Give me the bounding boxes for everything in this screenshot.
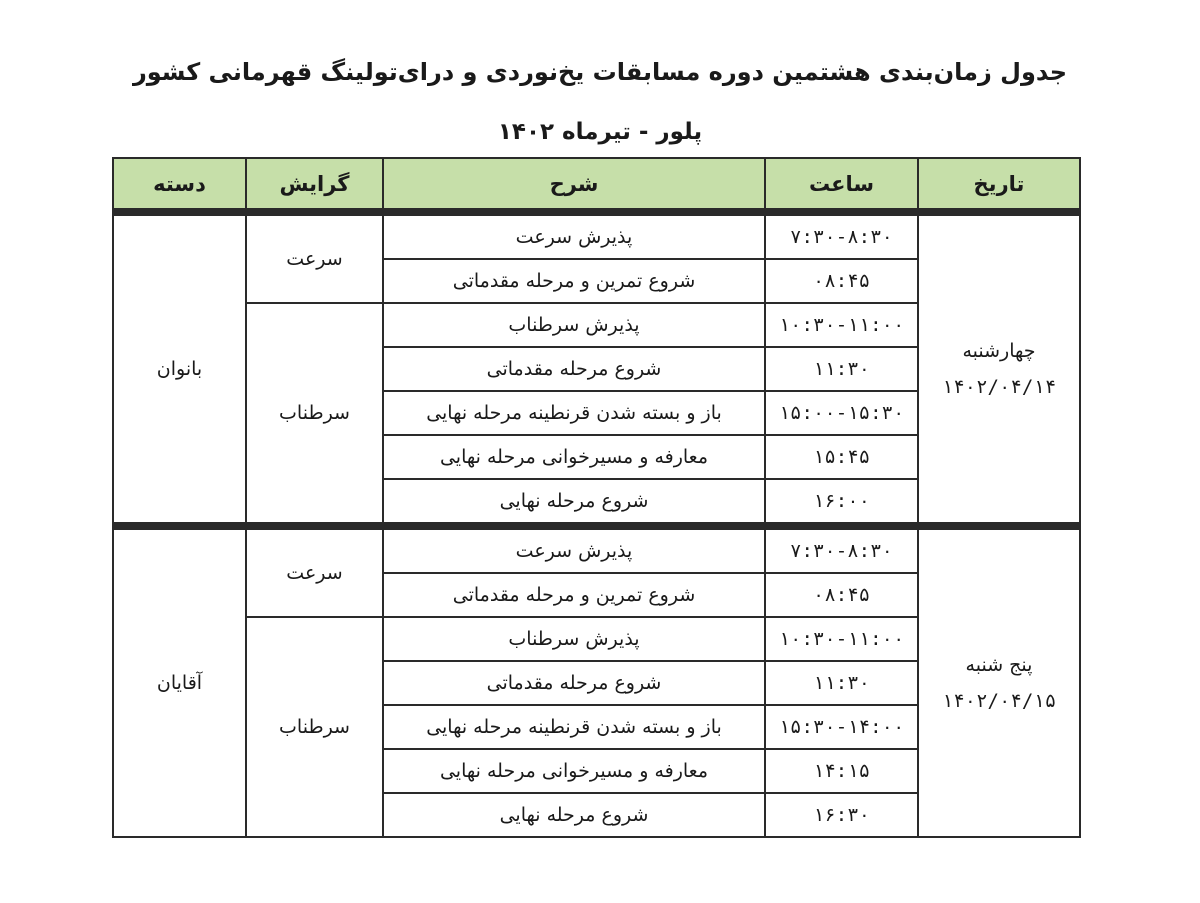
category-cell-women: بانوان <box>113 212 246 526</box>
time-cell: ۱۶:۰۰ <box>765 479 918 526</box>
description-cell: شروع تمرین و مرحله مقدماتی <box>383 259 765 303</box>
description-cell: پذیرش سرطناب <box>383 617 765 661</box>
trend-cell-lead: سرطناب <box>246 303 383 526</box>
description-cell: باز و بسته شدن قرنطینه مرحله نهایی <box>383 705 765 749</box>
date-number: ۱۴۰۲/۰۴/۱۴ <box>941 376 1057 398</box>
category-cell-men: آقایان <box>113 526 246 837</box>
description-cell: شروع مرحله مقدماتی <box>383 661 765 705</box>
time-cell: ۱۰:۳۰-۱۱:۰۰ <box>765 617 918 661</box>
time-cell: ۰۸:۴۵ <box>765 573 918 617</box>
trend-cell-speed: سرعت <box>246 526 383 617</box>
time-cell: ۰۸:۴۵ <box>765 259 918 303</box>
page-title: جدول زمان‌بندی هشتمین دوره مسابقات یخ‌نوردی و درای‌تولینگ قهرمانی کشور <box>132 58 1068 86</box>
page-subtitle: پلور - تیرماه ۱۴۰۲ <box>497 119 703 145</box>
header-row <box>113 158 1080 212</box>
description-cell: شروع تمرین و مرحله مقدماتی <box>383 573 765 617</box>
header-date: تاریخ <box>918 158 1080 212</box>
description-cell: معارفه و مسیرخوانی مرحله نهایی <box>383 435 765 479</box>
time-cell: ۱۰:۳۰-۱۱:۰۰ <box>765 303 918 347</box>
time-cell: ۱۵:۳۰-۱۴:۰۰ <box>765 705 918 749</box>
time-cell: ۱۶:۳۰ <box>765 793 918 837</box>
description-cell: معارفه و مسیرخوانی مرحله نهایی <box>383 749 765 793</box>
time-cell: ۷:۳۰-۸:۳۰ <box>765 526 918 573</box>
time-cell: ۱۱:۳۰ <box>765 661 918 705</box>
description-cell: شروع مرحله نهایی <box>383 479 765 526</box>
description-cell: شروع مرحله نهایی <box>383 793 765 837</box>
date-cell-day1 <box>918 212 1080 526</box>
description-cell: پذیرش سرعت <box>383 526 765 573</box>
date-cell-day2 <box>918 526 1080 837</box>
date-weekday: چهارشنبه <box>962 340 1036 362</box>
table-row <box>113 526 1080 573</box>
description-cell: پذیرش سرطناب <box>383 303 765 347</box>
header-time: ساعت <box>765 158 918 212</box>
trend-cell-speed: سرعت <box>246 212 383 303</box>
description-cell: پذیرش سرعت <box>383 212 765 259</box>
table-row <box>113 212 1080 259</box>
time-cell: ۷:۳۰-۸:۳۰ <box>765 212 918 259</box>
description-cell: باز و بسته شدن قرنطینه مرحله نهایی <box>383 391 765 435</box>
time-cell: ۱۴:۱۵ <box>765 749 918 793</box>
time-cell: ۱۱:۳۰ <box>765 347 918 391</box>
trend-cell-lead: سرطناب <box>246 617 383 837</box>
header-trend: گرایش <box>246 158 383 212</box>
schedule-table <box>112 157 1081 838</box>
time-cell: ۱۵:۴۵ <box>765 435 918 479</box>
date-weekday: پنج شنبه <box>965 654 1033 676</box>
date-number: ۱۴۰۲/۰۴/۱۵ <box>941 690 1057 712</box>
description-cell: شروع مرحله مقدماتی <box>383 347 765 391</box>
header-description: شرح <box>383 158 765 212</box>
time-cell: ۱۵:۰۰-۱۵:۳۰ <box>765 391 918 435</box>
header-category: دسته <box>113 158 246 212</box>
